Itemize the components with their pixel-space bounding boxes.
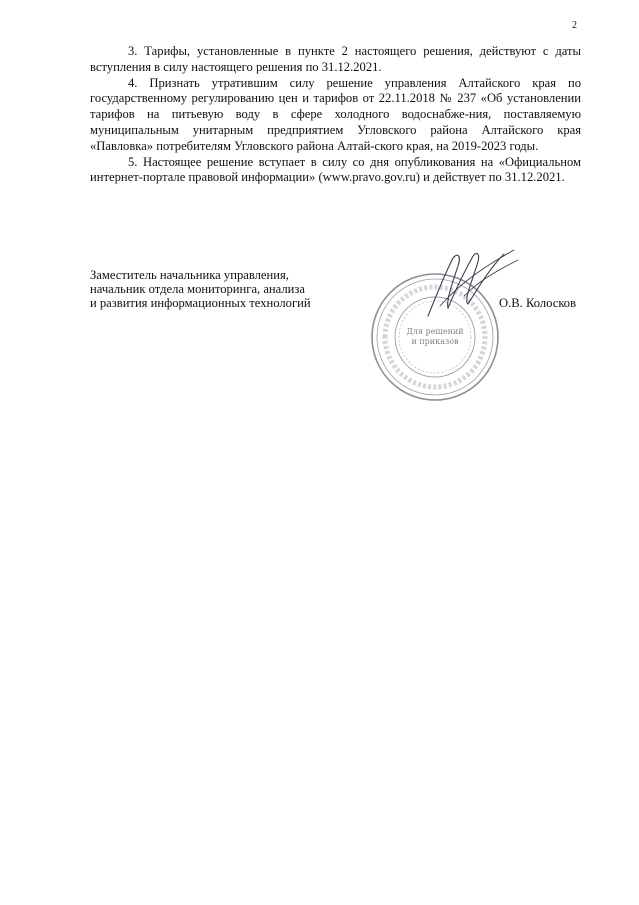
paragraph-4: 4. Признать утратившим силу решение управления Алтайского края по государственному регулированию цен и тарифов от 22.11.2018 № 237 «Об установлении тарифов на питьевую воду в сфере холодного водоснабже-ния, поставляемую муниципальным унитарным предприятием Угловского района Алтайского края «Павловка» потребителям Угловского района Алтай-ского края, на 2019-2023 годы. xyxy=(90,75,581,153)
page-number: 2 xyxy=(572,20,577,31)
signer-position xyxy=(90,268,380,310)
signer-position-line: Заместитель начальника управления, xyxy=(90,268,289,282)
paragraph-5: 5. Настоящее решение вступает в силу со дня опубликования на «Официальном интернет-портале правовой информации» (www.pravo.gov.ru) и действует по 31.12.2021. xyxy=(90,154,581,185)
handwritten-signature xyxy=(418,246,528,326)
signer-position-line: и развития информационных технологий xyxy=(90,296,311,310)
signer-position-line: начальник отдела мониторинга, анализа xyxy=(90,282,305,296)
document-body xyxy=(90,44,581,186)
paragraph-3: 3. Тарифы, установленные в пункте 2 настоящего решения, действуют с даты вступления в силу настоящего решения по 31.12.2021. xyxy=(90,44,581,74)
stamp-text-line1: Для решений xyxy=(406,327,464,336)
signature-block xyxy=(90,268,581,408)
stamp-text-line2: и приказов xyxy=(411,337,459,346)
signer-name: О.В. Колосков xyxy=(499,296,577,310)
